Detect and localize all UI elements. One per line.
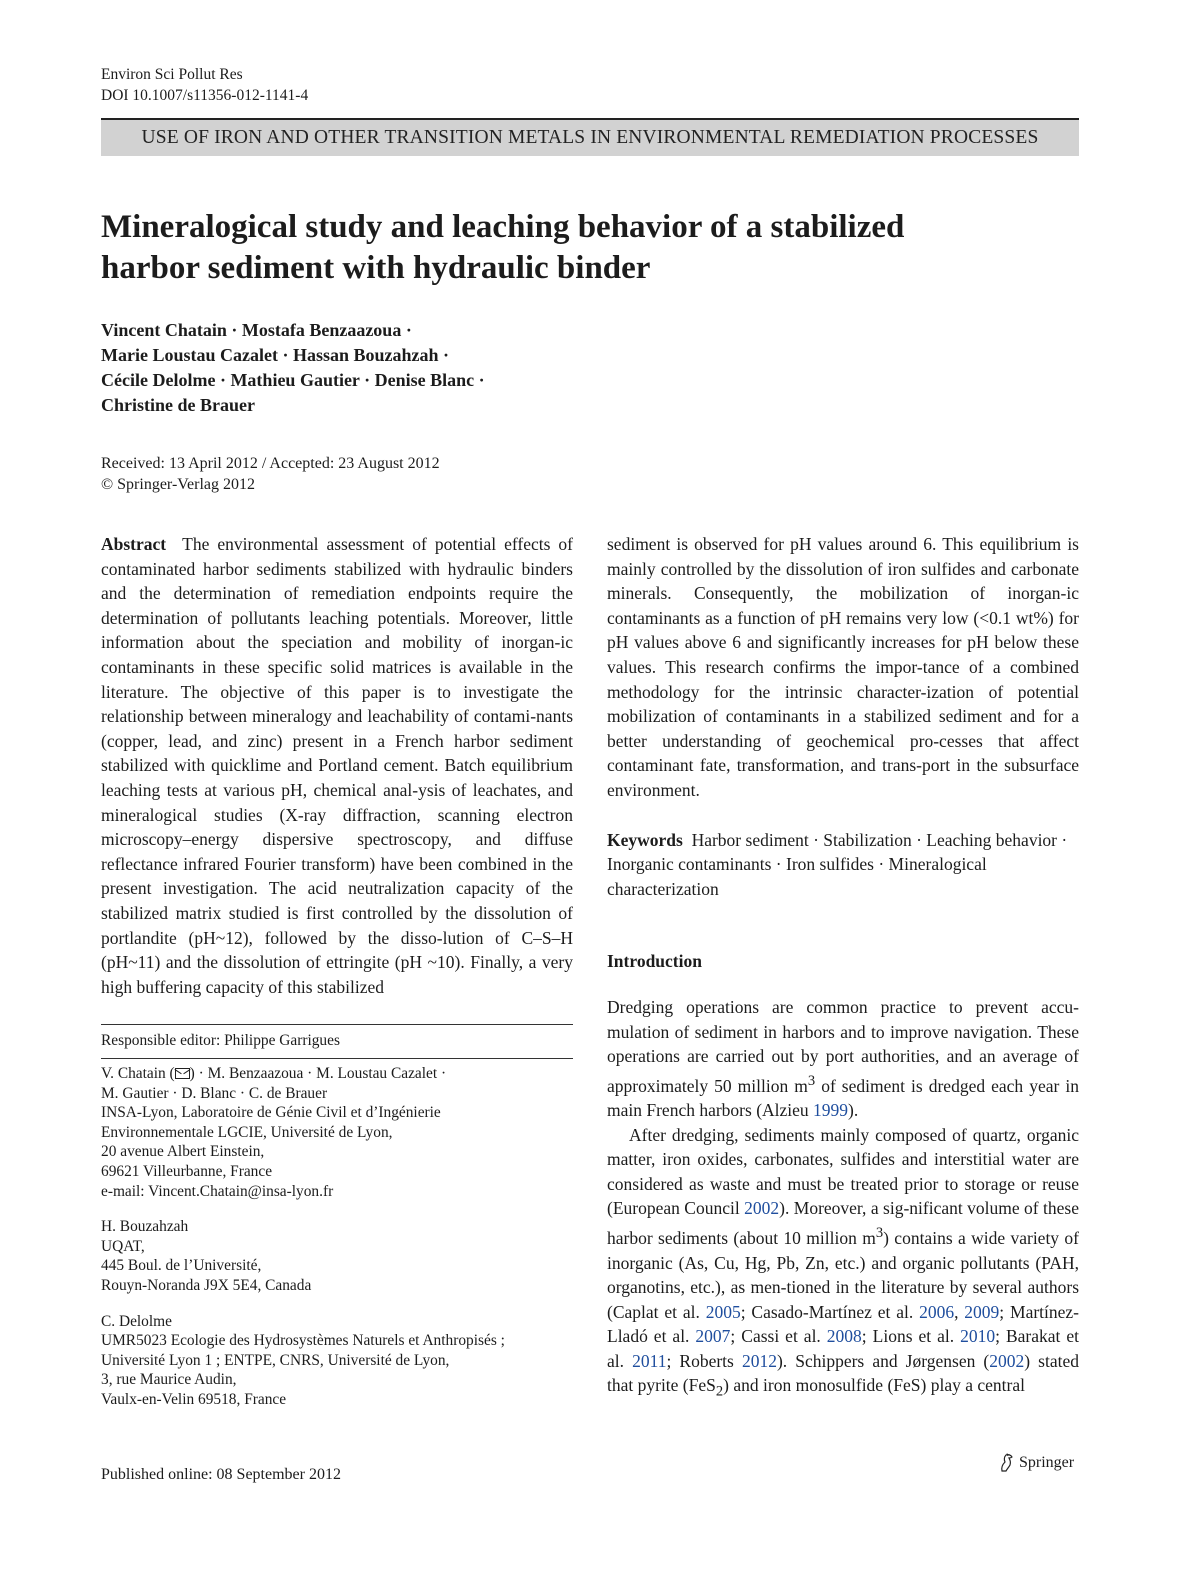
affiliation-umr5023: C. Delolme UMR5023 Ecologie des Hydrosystèmes Naturels et Anthropisés ; Université Lyon 1 ; ENTPE, CNRS, Université de Lyon, 3, rue Maurice Audin, Vaulx-en-Velin 69518, France: [101, 1312, 505, 1408]
journal-doi: DOI 10.1007/s11356-012-1141-4: [101, 87, 309, 104]
footnote-divider: [101, 1024, 573, 1025]
citation-link[interactable]: 1999: [813, 1100, 849, 1121]
abstract-heading: Abstract: [101, 534, 167, 554]
citation-link[interactable]: 2009: [964, 1301, 1000, 1322]
right-column: [607, 532, 1079, 1405]
responsible-editor: Responsible editor: Philippe Garrigues: [101, 1032, 340, 1049]
article-dates: [101, 453, 440, 495]
published-online: Published online: 08 September 2012: [101, 1466, 341, 1483]
intro-paragraph-1: Dredging operations are common practice to prevent accu-mulation of sediment in harbors and to improve navigation. These operations are carried out by port authorities, and an average of approximately 50 million $m^3$ of sediment is dredged each year in main French harbors (Alzieu 1999).: [607, 996, 1079, 1121]
keywords: [607, 828, 1079, 902]
citation-link[interactable]: 2006: [919, 1301, 955, 1322]
springer-logo: [999, 1453, 1074, 1473]
introduction-heading: Introduction: [607, 951, 702, 972]
abstract-continued: sediment is observed for pH values around 6. This equilibrium is mainly controlled by the dissolution of iron sulfides and carbonate minerals. Consequently, the mobilization of inorgan-ic contaminants as a function of pH remains very low (<0.1 wt%) for pH values above 6 and significantly increases for pH below these values. This research confirms the impor-tance of a combined methodology for the intrinsic character-ization of potential mobilization of contaminants in a stabilized sediment and for a better understanding of geochemical pro-cesses that affect contaminant fate, transformation, and trans-port in the subsurface environment.: [607, 534, 1079, 800]
article-title: Mineralogical study and leaching behavior of a stabilized harbor sediment with hydraulic binder: [101, 209, 905, 286]
keywords-text: Harbor sediment · Stabilization · Leaching behavior · Inorganic contaminants · Iron sulfides · Mineralogical characterization: [607, 829, 1068, 899]
topical-collection-banner: USE OF IRON AND OTHER TRANSITION METALS IN ENVIRONMENTAL REMEDIATION PROCESSES: [101, 118, 1079, 156]
springer-horse-icon: [999, 1453, 1016, 1473]
citation-link[interactable]: 2002: [989, 1350, 1025, 1371]
citation-link[interactable]: 2007: [695, 1326, 731, 1347]
citation-link[interactable]: 2012: [741, 1350, 777, 1371]
abstract: [101, 532, 573, 999]
affiliations: [101, 1064, 573, 1426]
affiliation-insa: V. Chatain ( ) · M. Benzaazoua · M. Loustau Cazalet · M. Gautier · D. Blanc · C. de Brauer INSA-Lyon, Laboratoire de Génie Civil et d’Ingénierie Environnementale LGCIE, Université de Lyon, 20 avenue Albert Einstein, 69621 Villeurbanne, France e-mail: Vincent.Chatain@insa-lyon.fr: [101, 1065, 447, 1200]
affiliation-uqat: H. Bouzahzah UQAT, 445 Boul. de l’Université, Rouyn-Noranda J9X 5E4, Canada: [101, 1218, 312, 1294]
author-email[interactable]: e-mail: Vincent.Chatain@insa-lyon.fr: [101, 1182, 334, 1200]
footnote-divider-2: [101, 1058, 573, 1059]
abstract-text-left: The environmental assessment of potential effects of contaminated harbor sediments stabilized with hydraulic binders and the determination of remediation endpoints require the determination of pollutants leaching potentials. Moreover, little information about the speciation and mobility of inorgan-ic contaminants in these specific solid matrices is available in the literature. The objective of this paper is to investigate the relationship between mineralogy and leachability of contami-nants (copper, lead, and zinc) present in a French harbor sediment stabilized with quicklime and Portland cement. Batch equilibrium leaching tests at various pH, chemical anal-ysis of leachates, and mineralogical studies (X-ray diffraction, scanning electron microscopy–energy dispersive spectroscopy, and diffuse reflectance infrared Fourier transform) have been combined in the present investigation. The acid neutralization capacity of the stabilized matrix studied is first controlled by the dissolution of portlandite (pH~12), followed by the disso-lution of C–S–H (pH~11) and the dissolution of ettringite (pH ~10). Finally, a very high buffering capacity of this stabilized: [101, 534, 573, 997]
journal-name: Environ Sci Pollut Res: [101, 66, 243, 83]
received-accepted: Received: 13 April 2012 / Accepted: 23 August 2012: [101, 455, 440, 472]
citation-link[interactable]: 2008: [826, 1326, 862, 1347]
citation-link[interactable]: 2010: [960, 1326, 996, 1347]
intro-paragraph-2: After dredging, sediments mainly composed of quartz, organic matter, iron oxides, carbonates, sulfides and interstitial water are considered as waste and must be treated prior to storage or reuse (European Council 2002). Moreover, a sig-nificant volume of these harbor sediments (about 10 million $m^3$) contains a wide variety of inorganic (As, Cu, Hg, Pb, Zn, etc.) and organic pollutants (PAH, organotins, etc.), as men-tioned in the literature by several authors (Caplat et al. 2005; Casado-Martínez et al. 2006, 2009; Martínez-Lladó et al. 2007; Cassi et al. 2008; Lions et al. 2010; Barakat et al. 2011; Roberts 2012). Schippers and Jørgensen (2002) stated that pyrite (FeS$_2$) and iron monosulfide (FeS) play a central: [607, 1124, 1080, 1400]
author-list: Vincent Chatain · Mostafa Benzaazoua · Marie Loustau Cazalet · Hassan Bouzahzah · Cécile Delolme · Mathieu Gautier · Denise Blanc · Christine de Brauer: [101, 320, 485, 415]
citation-link[interactable]: 2011: [632, 1350, 667, 1371]
publisher-name: Springer: [1019, 1454, 1075, 1471]
keywords-heading: Keywords: [607, 829, 683, 850]
envelope-icon[interactable]: [175, 1068, 190, 1079]
copyright: © Springer-Verlag 2012: [101, 476, 256, 493]
citation-link[interactable]: 2005: [705, 1301, 741, 1322]
journal-header: [101, 64, 308, 106]
left-column: [101, 532, 573, 999]
citation-link[interactable]: 2002: [744, 1198, 780, 1219]
